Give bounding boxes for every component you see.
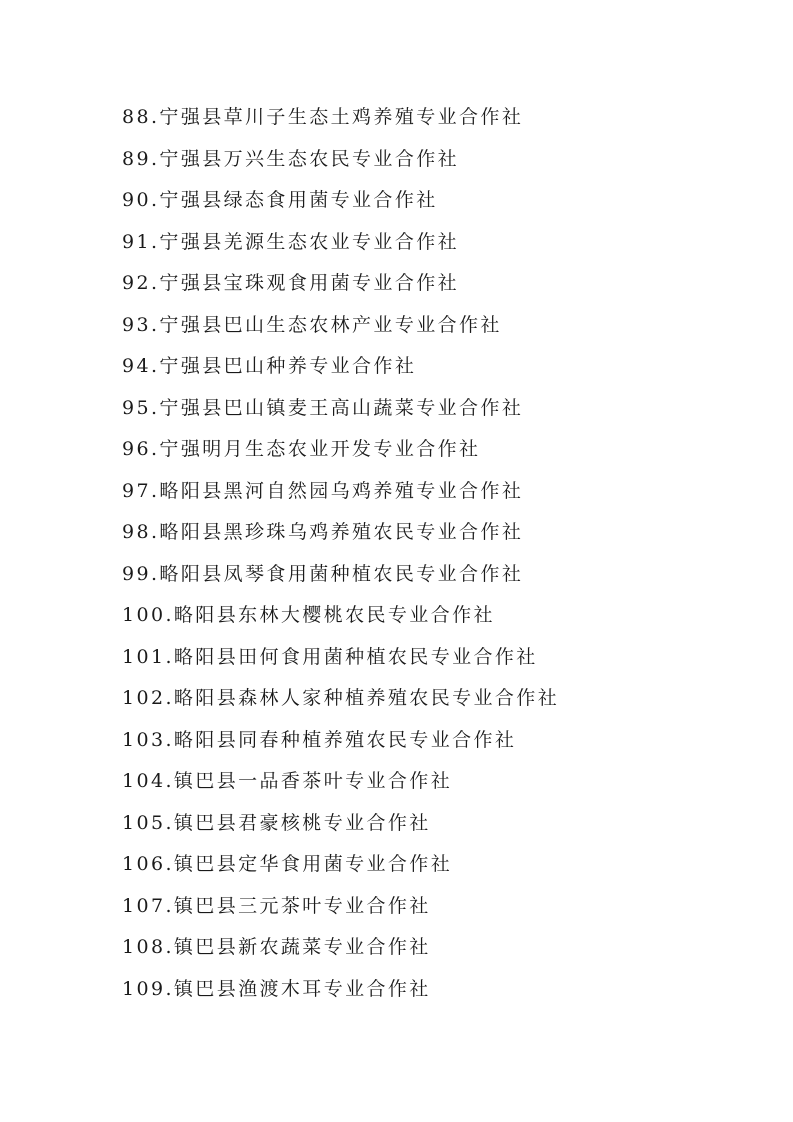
list-item: 97.略阳县黑河自然园乌鸡养殖专业合作社 [122, 479, 524, 502]
cooperative-list [122, 97, 559, 1010]
list-item: 105.镇巴县君豪核桃专业合作社 [122, 811, 431, 834]
list-item: 106.镇巴县定华食用菌专业合作社 [122, 853, 453, 875]
list-item: 99.略阳县凤琴食用菌种植农民专业合作社 [122, 562, 524, 585]
list-item: 91.宁强县羌源生态农业专业合作社 [122, 230, 460, 253]
list-item: 89.宁强县万兴生态农民专业合作社 [122, 147, 460, 170]
list-item: 92.宁强县宝珠观食用菌专业合作社 [122, 272, 460, 294]
list-item: 104.镇巴县一品香茶叶专业合作社 [122, 770, 453, 792]
list-item: 94.宁强县巴山种养专业合作社 [122, 355, 417, 377]
list-item: 107.镇巴县三元茶叶专业合作社 [122, 894, 431, 917]
list-item: 100.略阳县东林大樱桃农民专业合作社 [122, 604, 495, 626]
list-item: 93.宁强县巴山生态农林产业专业合作社 [122, 313, 502, 336]
list-item: 88.宁强县草川子生态土鸡养殖专业合作社 [122, 106, 524, 128]
list-item: 102.略阳县森林人家种植养殖农民专业合作社 [122, 687, 560, 709]
list-item: 101.略阳县田何食用菌种植农民专业合作社 [122, 645, 538, 668]
list-item: 103.略阳县同春种植养殖农民专业合作社 [122, 728, 517, 751]
list-item: 96.宁强明月生态农业开发专业合作社 [122, 438, 481, 460]
list-item: 95.宁强县巴山镇麦王高山蔬菜专业合作社 [122, 396, 524, 419]
list-item: 108.镇巴县新农蔬菜专业合作社 [122, 936, 431, 958]
list-item: 90.宁强县绿态食用菌专业合作社 [122, 189, 438, 211]
list-item: 109.镇巴县渔渡木耳专业合作社 [122, 977, 431, 1000]
list-item: 98.略阳县黑珍珠乌鸡养殖农民专业合作社 [122, 521, 524, 543]
